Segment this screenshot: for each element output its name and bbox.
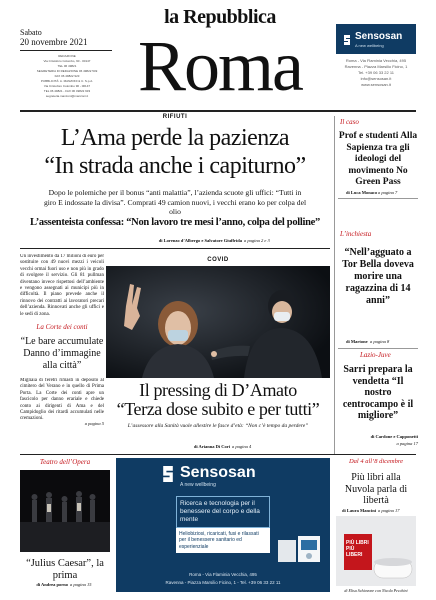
imprint-line: TEL 06 49821 - FAX 06 49822 933 — [43, 89, 91, 93]
lead-headline-2[interactable]: “In strada anche i capiturno” — [44, 153, 306, 179]
lead-kicker: RIFIUTI — [162, 114, 188, 120]
imprint-line: segreteria.manzoni@manzoni.it — [45, 94, 89, 98]
covid-page-ref[interactable]: a pagina 4 — [232, 444, 252, 449]
left-quote-headline[interactable]: “Le bare accumulate Danno d’immagine alla città” — [20, 336, 104, 371]
right-page-ref-1[interactable]: a pagina 7 — [378, 190, 398, 195]
right-label-3: Lazio-Juve — [360, 351, 391, 359]
opera-stage-photo — [20, 470, 110, 552]
covid-byline: di Arianna Di Cori — [193, 444, 230, 449]
sensosan-logo-icon — [342, 33, 352, 45]
theatre-byline: di Andrea porno — [36, 582, 68, 587]
right-page-ref-2[interactable]: a pagina 8 — [370, 339, 390, 344]
covid-headline-2[interactable]: “Terza dose subito e per tutti” — [116, 399, 320, 419]
bottom-ad-brand: Sensosan — [180, 464, 256, 481]
sensosan-logo-icon — [160, 464, 176, 484]
imprint-line: Via Cristoforo Colombo 90 - 00147 — [43, 84, 91, 88]
bottom-ad-box-2: Heliobiziosi, ricaricati, fusi e rilassati per il benessere sanitario ed esperienziale — [176, 528, 270, 553]
theatre-page-ref[interactable]: a pagina 15 — [70, 582, 92, 587]
ad-brand: Sensosan — [355, 31, 403, 42]
left-body-1: Un investimento da 17 milioni di euro per sostituire con 49 nuovi mezzi i veicoli vecchi ormai fuori uso e non più in grado di svolgere il servizio. Gli 81 pullman diventano invece rispettosi dell’ambiente e vengono assegnati ai municipi più in difficoltà. Il piano prevede anche il rinnovo dei contratti ai lavoratori precari dell’azienda. Rinnovati anche gli uffici e le sedi di zona. — [20, 254, 104, 317]
ad-line: info@sensosan.it — [360, 76, 392, 81]
right-label-2: L’inchiesta — [340, 230, 372, 238]
bottom-ad-footer-2: Ravenna - Piazza Marsilio Ficino, 1 - Tel. +39 06 33 22 11 — [165, 580, 281, 585]
masthead-date: 20 novembre 2021 — [20, 37, 88, 47]
left-section-label: La Corte dei conti — [36, 323, 88, 331]
top-advertisement[interactable] — [336, 24, 416, 54]
lead-byline: di Lorenzo d’Albergo e Salvatore Giuffrida — [158, 238, 242, 243]
right-label-1: Il caso — [340, 118, 359, 126]
lead-subheadline[interactable]: L’assenteista confessa: “Non lavoro tre mesi l’anno, colpa del polline” — [29, 217, 320, 228]
edition-title: Roma — [138, 26, 302, 106]
lead-page-ref[interactable]: a pagina 2 e 3 — [244, 238, 270, 243]
imprint-line: FAX 06 49822 923 — [54, 74, 80, 78]
books-headline[interactable]: Più libri alla Nuvola parla di libertà — [344, 472, 408, 506]
right-byline-3: di Cardone e Capponetti — [370, 434, 418, 439]
theatre-label: Teatro dell’Opera — [39, 458, 91, 466]
left-body-2: Migliaia di feretri rimasti in deposito al cimitero del Verano e in quello di Prima Porta. La Corte dei conti apre un fascicolo per danno erariale e chiede conto ai dirigenti di Ama e del Campidoglio dei ritardi accumulati nelle cremazioni. — [20, 378, 104, 422]
books-label: Dal 4 all’8 dicembre — [348, 458, 404, 465]
covid-summary: L’assessore alla Sanità vuole allestire le fasce d’età: “Non c’è tempo da perdere” — [127, 423, 309, 429]
paper-name: la Repubblica — [164, 6, 276, 28]
covid-headline-1[interactable]: Il pressing di D’Amato — [139, 380, 297, 400]
masthead-day: Sabato — [20, 28, 42, 37]
imprint-line: TEL 06 49821 — [57, 64, 77, 68]
right-headline-2[interactable]: “Nell’agguato a Tor Bella doveva morire una ragazzina di 14 anni” — [342, 247, 414, 306]
book-fair-label: PIÙ LIBRI PIÙ LIBERI — [346, 540, 369, 558]
right-byline-2: di Martone — [346, 339, 368, 344]
books-caption: di Elisa Schiavone con Nicola Pecchini — [344, 588, 408, 593]
ad-line: www.sensosan.it — [361, 82, 391, 87]
books-byline: di Laura Mancini — [342, 508, 377, 513]
ad-tagline: A new wellbeing — [355, 43, 384, 48]
books-page-ref[interactable]: a pagina 17 — [378, 508, 400, 513]
lead-summary: Dopo le polemiche per il bonus “anti malattia”, l’azienda scuote gli uffici: “Tutti in giro E indossate la divisa”. Comprati 49 camion nuovi, i vecchi erano ko per colpa del olio — [43, 188, 307, 216]
imprint-line: Via Cristoforo Colombo, 90 - 00147 — [43, 59, 91, 63]
book-fair-photo — [336, 516, 416, 586]
top-ad-details — [336, 58, 416, 88]
masthead-imprint — [22, 54, 112, 99]
bottom-ad-box-1: Ricerca e tecnologia per il benessere del corpo e della mente — [176, 496, 270, 528]
right-headline-1[interactable]: Prof e studenti Alla Sapienza tra gli ideologi del movimento No Green Pass — [338, 131, 418, 187]
imprint-line: PUBBLICITÀ: A. MANZONI & C. S.p.A. — [40, 79, 94, 83]
theatre-headline[interactable]: “Julius Caesar”, la prima — [26, 558, 104, 581]
right-page-ref-3[interactable]: a pagina 17 — [396, 441, 418, 446]
ad-line: Tel. +39 06 33 22 11 — [357, 70, 395, 75]
device-image-icon — [276, 532, 322, 566]
bottom-ad-tagline: A new wellbeing — [180, 482, 216, 488]
covid-vaccination-photo — [106, 266, 330, 378]
imprint-line: REDAZIONE — [58, 54, 76, 58]
bottom-ad-footer-1: Roma - Via Flaminia Vecchia, 495 — [189, 572, 257, 577]
ad-line: Ravenna - Piazza Marsilio Ficino, 1 — [344, 64, 408, 69]
right-headline-3[interactable]: Sarri prepara la vendetta “Il nostro centrocampo è il migliore” — [342, 364, 414, 421]
bottom-advertisement[interactable] — [116, 458, 330, 592]
lead-headline-1[interactable]: L’Ama perde la pazienza — [60, 125, 290, 151]
left-page-ref[interactable]: a pagina 5 — [84, 421, 104, 426]
covid-label: COVID — [207, 257, 229, 263]
right-byline-1: di Luca Monaco — [346, 190, 378, 195]
imprint-line: SEGRETERIA DI REDAZIONE 06 49822 549 — [36, 69, 98, 73]
ad-line: Roma - Via Flaminia Vecchia, 495 — [345, 58, 407, 63]
